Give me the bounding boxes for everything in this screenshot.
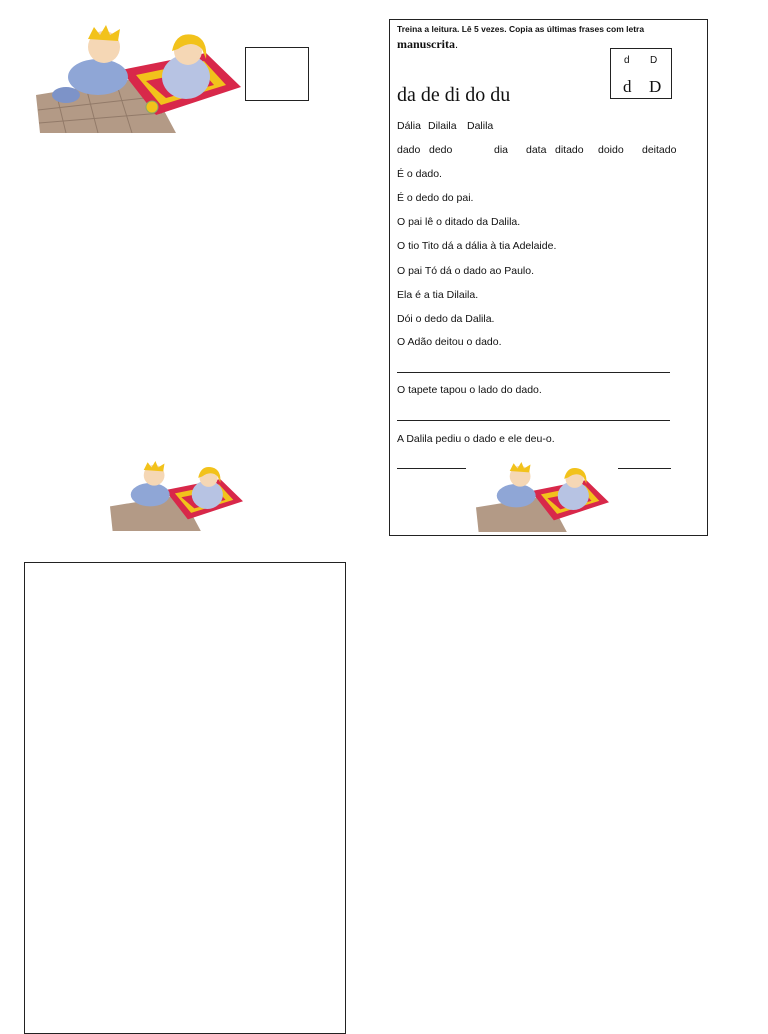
sentence: É o dado. [397, 168, 442, 180]
sentence: O Adão deitou o dado. [397, 336, 502, 348]
writing-line [397, 420, 670, 421]
sentence: O pai lê o ditado da Dalila. [397, 216, 521, 228]
instruction-bold-word: manuscrita [397, 37, 455, 51]
sentence: Ela é a tia Dilaila. [397, 289, 479, 301]
children-rug-image-worksheet [476, 461, 609, 533]
writing-line-short [618, 468, 671, 469]
children-rug-image [36, 25, 241, 133]
children-rug-illustration [36, 25, 241, 133]
word: dia [494, 144, 509, 156]
letter-d-box [610, 48, 672, 99]
reading-worksheet [389, 19, 708, 536]
word: dado [397, 144, 421, 156]
word: deitado [642, 144, 677, 156]
writing-line [397, 372, 670, 373]
copy-sentence: A Dalila pediu o dado e ele deu-o. [397, 433, 555, 445]
syllables-line: da de di do du [397, 84, 511, 106]
letter-small-lower: d [624, 55, 630, 66]
instruction-period: . [455, 39, 459, 51]
word: doido [598, 144, 624, 156]
children-rug-illustration-worksheet [476, 461, 609, 533]
name-word: Dalila [467, 120, 494, 132]
word: data [526, 144, 547, 156]
copy-sentence: O tapete tapou o lado do dado. [397, 384, 542, 396]
sentence: O pai Tó dá o dado ao Paulo. [397, 265, 534, 277]
instruction-text: Treina a leitura. Lê 5 vezes. Copia as últimas frases com letra [397, 24, 645, 34]
letter-small-upper: D [650, 55, 658, 66]
sentence: Dói o dedo da Dalila. [397, 313, 495, 325]
children-rug-illustration-small [110, 460, 243, 532]
letter-big-lower: d [623, 77, 632, 96]
blank-drawing-frame [24, 562, 346, 1034]
name-word: Dilaila [428, 120, 457, 132]
sentence: O tio Tito dá a dália à tia Adelaide. [397, 240, 557, 252]
writing-line-short [397, 468, 466, 469]
instruction-continuation [397, 37, 458, 52]
children-rug-image-small [110, 460, 243, 532]
letter-big-upper: D [649, 77, 662, 96]
name-word: Dália [397, 120, 421, 132]
word: ditado [555, 144, 584, 156]
blank-answer-box [245, 47, 309, 101]
sentence: É o dedo do pai. [397, 192, 474, 204]
word: dedo [429, 144, 453, 156]
